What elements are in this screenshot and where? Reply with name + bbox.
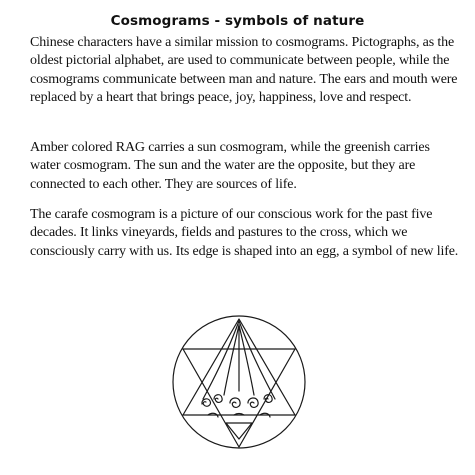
page-title: Cosmograms - symbols of nature — [110, 13, 365, 29]
paragraph-sun-water: Amber colored RAG carries a sun cosmogram, while the greenish carries water cosmogram. The sun and the water are the opposite, but they are connected to each other. They are sources of life. — [30, 140, 430, 192]
cosmogram-star-emblem-icon — [168, 311, 310, 453]
paragraph-chinese-characters: Chinese characters have a similar mission to cosmograms. Pictographs, as the oldest pictorial alphabet, are used to communicate between people, while the cosmograms communicate between man and nature. The ears and mouth were replaced by a heart that brings peace, joy, happiness, love and respect. — [30, 35, 458, 106]
paragraph-carafe: The carafe cosmogram is a picture of our conscious work for the past five decades. It links vineyards, fields and pastures to the cross, which we consciously carry with us. Its edge is shaped into an egg, a symbol of new life. — [30, 207, 459, 259]
